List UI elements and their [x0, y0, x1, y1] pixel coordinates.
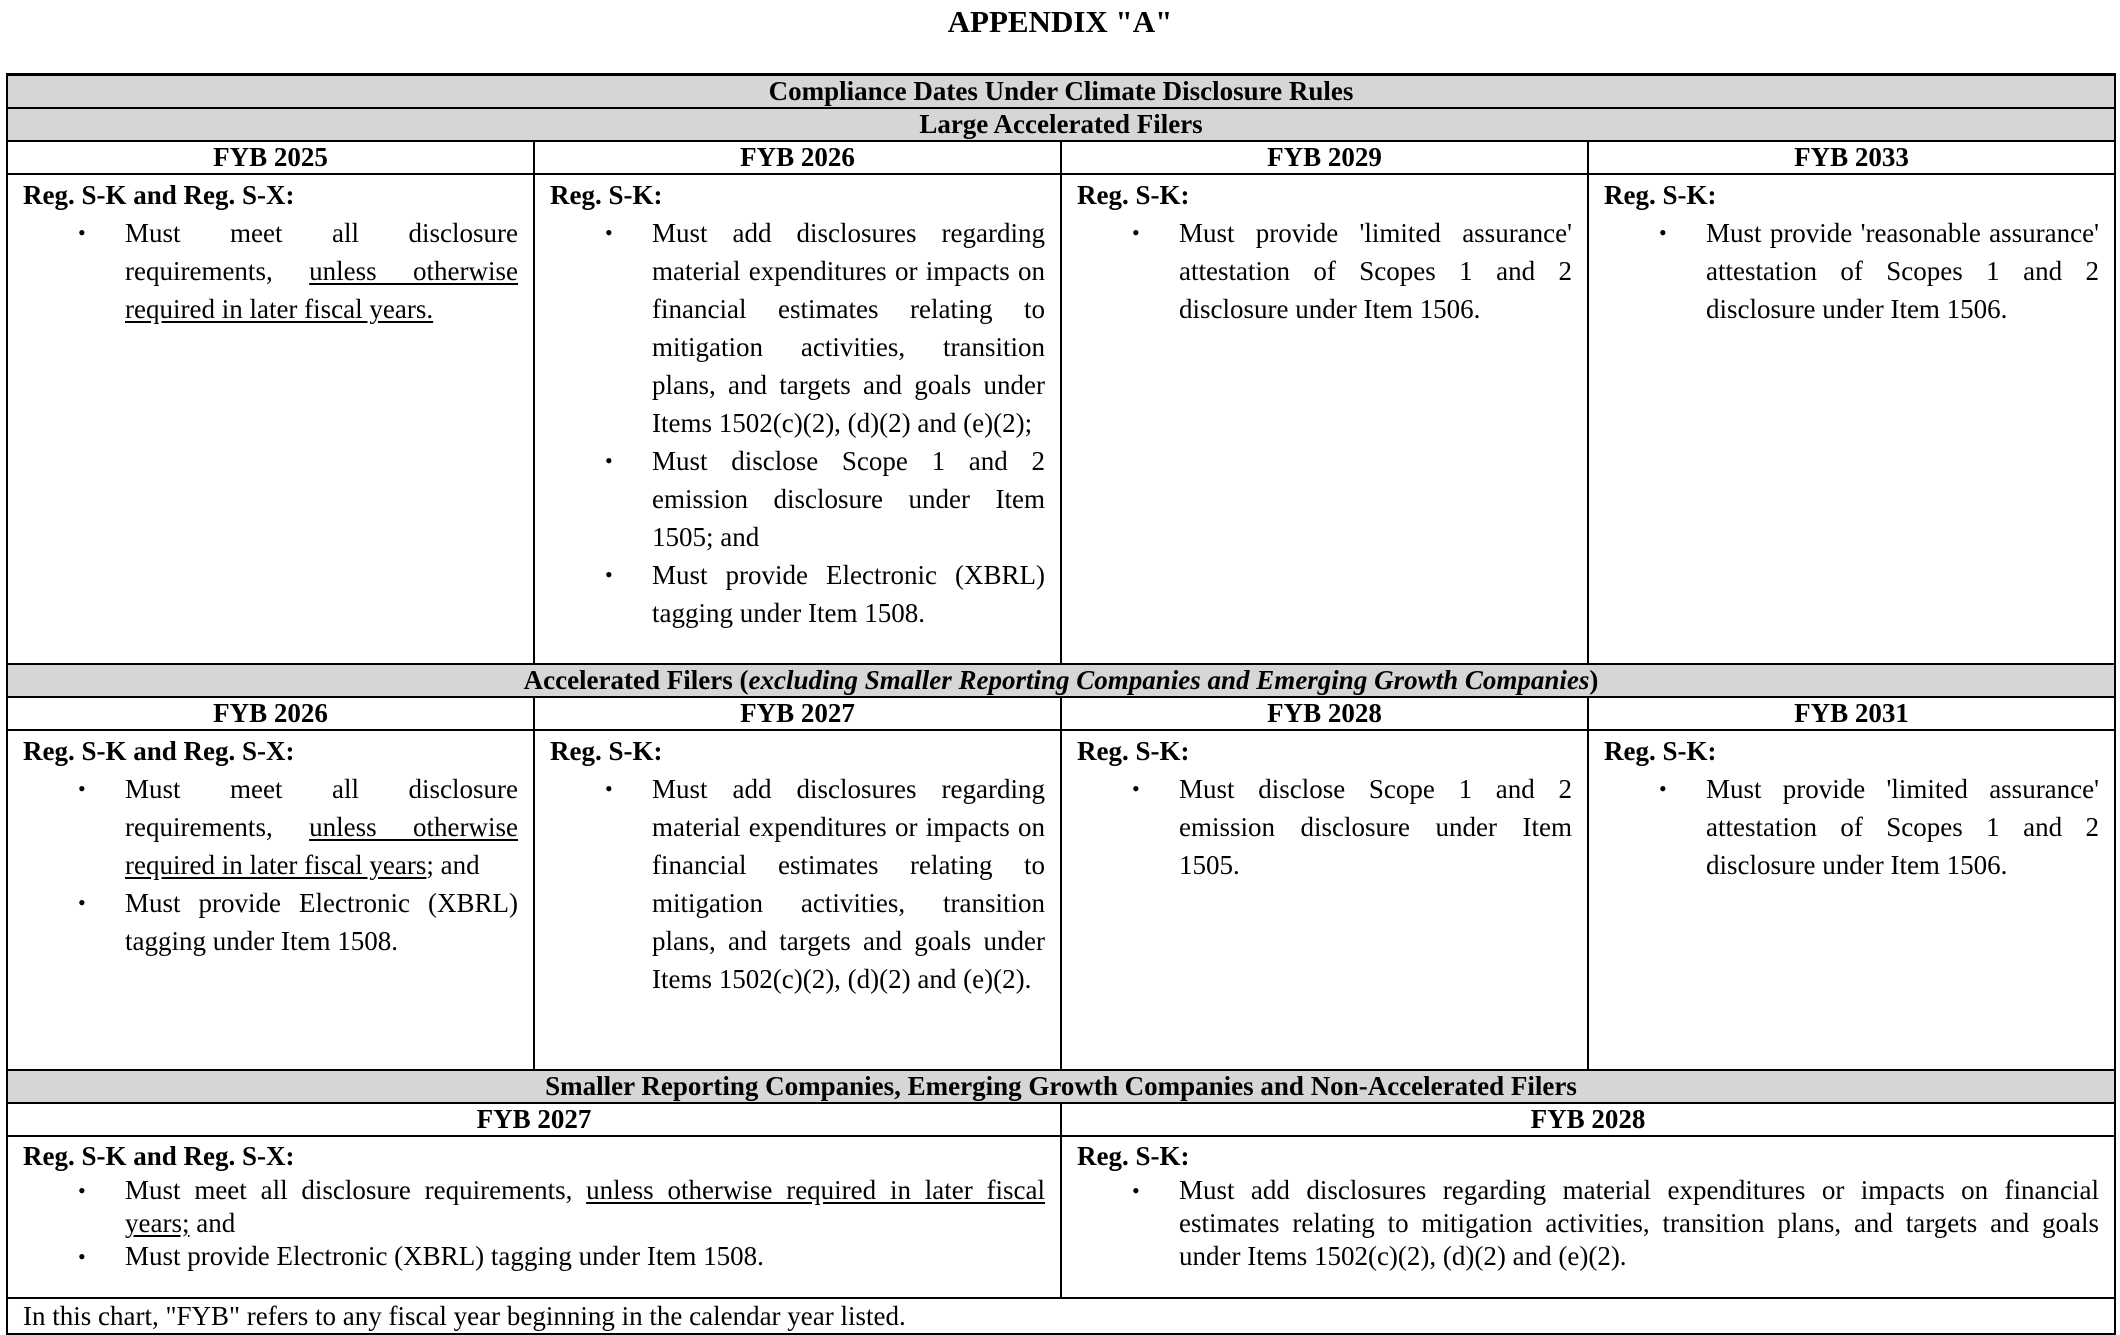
requirement-text: Must add disclosures regarding material expenditures or impacts on financial estimates relating to mitigation activities, transition plans, and targets and goals under Items 1502(c)(2), (d)(2) and (e)(2).: [652, 774, 1045, 994]
regulation-label: Reg. S-K:: [1604, 180, 1717, 210]
heading-end: ): [1589, 665, 1599, 695]
list-item: [23, 1240, 1045, 1273]
bullet-icon: •: [78, 220, 86, 245]
heading-start: Accelerated Filers (: [523, 665, 749, 695]
heading-italic: excluding Smaller Reporting Companies and Emerging Growth Companies: [748, 665, 1590, 695]
requirement-cell: [1061, 174, 1588, 664]
list-item: [1077, 770, 1572, 884]
regulation-label: Reg. S-K:: [1077, 736, 1190, 766]
requirement-text: Must add disclosures regarding material expenditures or impacts on financial estimates relating to mitigation activities, transition plans, and targets and goals under Items 1502(c)(2), (d)(2) and (e)(2);: [652, 218, 1045, 438]
requirements-row-smaller: [7, 1136, 2115, 1298]
year-header: FYB 2031: [1588, 697, 2115, 730]
regulation-label: Reg. S-K and Reg. S-X:: [23, 736, 295, 766]
requirement-cell: [7, 174, 534, 664]
requirement-text: Must meet all disclosure requirements,: [125, 218, 518, 286]
regulation-label: Reg. S-K:: [550, 736, 663, 766]
year-header: FYB 2026: [534, 141, 1061, 174]
bullet-icon: •: [78, 1178, 86, 1203]
list-item: [1077, 1174, 2099, 1273]
requirement-list: [1604, 214, 2099, 328]
list-item: [1604, 214, 2099, 328]
requirement-cell: [1061, 730, 1588, 1070]
requirement-cell: [7, 730, 534, 1070]
list-item: [23, 884, 518, 960]
year-header: FYB 2033: [1588, 141, 2115, 174]
requirement-text: Must provide Electronic (XBRL) tagging under Item 1508.: [652, 560, 1045, 628]
requirement-list: [1077, 1174, 2099, 1273]
requirement-cell: [7, 1136, 1061, 1298]
bullet-icon: •: [605, 776, 613, 801]
requirement-list: [550, 214, 1045, 632]
bullet-icon: •: [78, 890, 86, 915]
requirements-row-accelerated: [7, 730, 2115, 1070]
list-item: [23, 770, 518, 884]
regulation-label: Reg. S-K:: [550, 180, 663, 210]
requirement-text: Must add disclosures regarding material expenditures or impacts on financial estimates relating to mitigation activities, transition plans, and targets and goals under Items 1502(c)(2), (d)(2) and (e)(2).: [1179, 1175, 2099, 1271]
requirement-list: [1077, 214, 1572, 328]
bullet-icon: •: [1132, 776, 1140, 801]
regulation-label: Reg. S-K:: [1077, 180, 1190, 210]
regulation-label: Reg. S-K and Reg. S-X:: [23, 180, 295, 210]
requirement-cell: [534, 730, 1061, 1070]
requirement-cell: [534, 174, 1061, 664]
requirement-text: Must provide 'limited assurance' attestation of Scopes 1 and 2 disclosure under Item 1506.: [1706, 774, 2099, 880]
section-heading-large-accelerated: Large Accelerated Filers: [7, 108, 2115, 141]
requirement-text: Must meet all disclosure requirements,: [125, 1175, 587, 1205]
requirement-text: Must provide 'limited assurance' attestation of Scopes 1 and 2 disclosure under Item 1506.: [1179, 218, 1572, 324]
requirement-text: Must disclose Scope 1 and 2 emission disclosure under Item 1505; and: [652, 446, 1045, 552]
bullet-icon: •: [1132, 220, 1140, 245]
year-header: FYB 2028: [1061, 697, 1588, 730]
requirement-list: [1604, 770, 2099, 884]
list-item: [550, 556, 1045, 632]
requirement-text-end: ; and: [426, 850, 480, 880]
year-header: FYB 2025: [7, 141, 534, 174]
requirement-list: [1077, 770, 1572, 884]
list-item: [23, 214, 518, 328]
year-header: FYB 2029: [1061, 141, 1588, 174]
year-header: FYB 2027: [7, 1103, 1061, 1136]
section-heading-smaller-reporting: Smaller Reporting Companies, Emerging Growth Companies and Non-Accelerated Filers: [7, 1070, 2115, 1103]
list-item: [550, 770, 1045, 998]
section-heading-accelerated: [7, 664, 2115, 697]
requirement-text: Must provide Electronic (XBRL) tagging under Item 1508.: [125, 1241, 764, 1271]
bullet-icon: •: [1659, 776, 1667, 801]
regulation-label: Reg. S-K:: [1604, 736, 1717, 766]
bullet-icon: •: [605, 220, 613, 245]
year-row-accelerated: [7, 697, 2115, 730]
bullet-icon: •: [1132, 1178, 1140, 1203]
requirement-list: [550, 770, 1045, 998]
requirement-list: [23, 770, 518, 960]
list-item: [1077, 214, 1572, 328]
requirements-row-large: [7, 174, 2115, 664]
compliance-table: [6, 73, 2116, 1335]
requirement-text: Must meet all disclosure requirements,: [125, 774, 518, 842]
requirement-cell: [1588, 730, 2115, 1070]
year-row-smaller: [7, 1103, 2115, 1136]
list-item: [1604, 770, 2099, 884]
regulation-label: Reg. S-K and Reg. S-X:: [23, 1141, 295, 1171]
year-header: FYB 2027: [534, 697, 1061, 730]
table-title: Compliance Dates Under Climate Disclosure Rules: [7, 75, 2115, 109]
bullet-icon: •: [78, 776, 86, 801]
requirement-cell: [1061, 1136, 2115, 1298]
requirement-emphasis: unless otherwise required in later fiscal years.: [125, 256, 519, 324]
bullet-icon: •: [605, 448, 613, 473]
requirement-emphasis: unless otherwise required in later fiscal years;: [125, 1175, 1045, 1238]
requirement-text-end: and: [189, 1208, 236, 1238]
list-item: [23, 1174, 1045, 1240]
requirement-text: Must provide Electronic (XBRL) tagging under Item 1508.: [125, 888, 518, 956]
requirement-list: [23, 214, 518, 328]
year-header: FYB 2028: [1061, 1103, 2115, 1136]
requirement-emphasis: unless otherwise required in later fiscal years: [125, 812, 519, 880]
bullet-icon: •: [1659, 220, 1667, 245]
page-title: APPENDIX "A": [947, 4, 1173, 39]
requirement-text: Must disclose Scope 1 and 2 emission disclosure under Item 1505.: [1179, 774, 1572, 880]
bullet-icon: •: [605, 562, 613, 587]
list-item: [550, 442, 1045, 556]
regulation-label: Reg. S-K:: [1077, 1141, 1190, 1171]
footnote: In this chart, "FYB" refers to any fiscal year beginning in the calendar year listed.: [7, 1298, 2115, 1334]
requirement-text: Must provide 'reasonable assurance' attestation of Scopes 1 and 2 disclosure under Item 1506.: [1706, 218, 2099, 324]
requirement-list: [23, 1174, 1045, 1273]
year-row-large: [7, 141, 2115, 174]
list-item: [550, 214, 1045, 442]
requirement-cell: [1588, 174, 2115, 664]
year-header: FYB 2026: [7, 697, 534, 730]
bullet-icon: •: [78, 1244, 86, 1269]
